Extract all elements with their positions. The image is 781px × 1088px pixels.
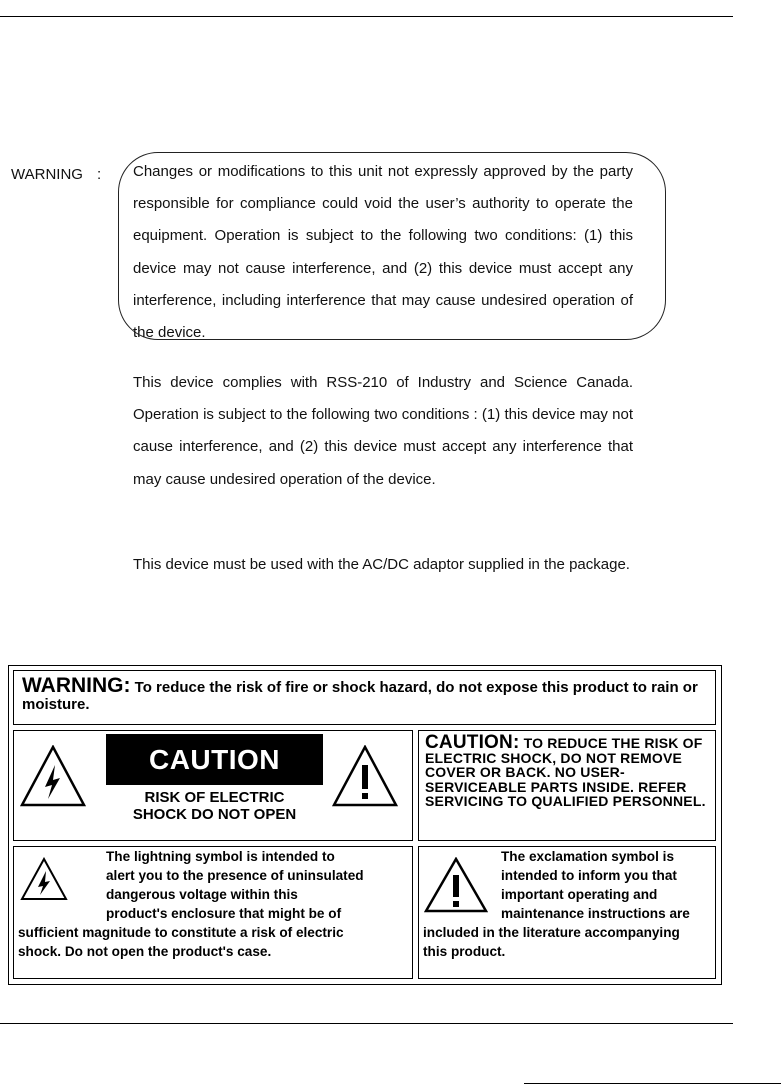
warning-rain-heading: WARNING: bbox=[22, 674, 131, 697]
exclamation-line-3: important operating and bbox=[501, 887, 658, 902]
fcc-warning-text: Changes or modifications to this unit not expressly approved by the party responsible for compliance could void the user’s authority to operate the equipment. Operation is subject to the following two conditions: (1) this device may not cause interference, and (2) this device must accept any interference, including interference that may cause undesired operation of the device. bbox=[133, 163, 633, 342]
lightning-line-1: The lightning symbol is intended to bbox=[106, 849, 335, 864]
safety-label-panel bbox=[8, 665, 722, 985]
exclamation-line-6: this product. bbox=[423, 944, 506, 959]
lightning-explanation-cell bbox=[13, 846, 413, 979]
warning-rain-cell bbox=[13, 670, 716, 725]
caution-graphic-cell bbox=[13, 730, 413, 841]
lightning-line-4: product's enclosure that might be of bbox=[106, 906, 342, 921]
bottom-rule bbox=[0, 1023, 733, 1024]
adaptor-text: This device must be used with the AC/DC adaptor supplied in the package. bbox=[133, 556, 630, 573]
warning-rain-text: To reduce the risk of fire or shock hazard, do not expose this product to rain or moisture. bbox=[22, 679, 698, 713]
caution-service-heading: CAUTION: bbox=[425, 732, 520, 753]
lightning-triangle-icon bbox=[20, 857, 68, 901]
caution-service-cell bbox=[418, 730, 716, 841]
exclamation-explanation-cell bbox=[418, 846, 716, 979]
footer-rule bbox=[524, 1083, 781, 1084]
lightning-line-2: alert you to the presence of uninsulated bbox=[106, 868, 364, 883]
exclamation-line-4: maintenance instructions are bbox=[501, 906, 690, 921]
risk-of-shock-text: RISK OF ELECTRIC SHOCK DO NOT OPEN bbox=[132, 789, 297, 823]
caution-banner: CAUTION bbox=[106, 734, 323, 785]
exclamation-line-5: included in the literature accompanying bbox=[423, 925, 680, 940]
exclamation-line-2: intended to inform you that bbox=[501, 868, 677, 883]
fcc-warning-label: WARNING : bbox=[11, 166, 102, 183]
top-rule bbox=[0, 16, 733, 17]
ic-compliance-text: This device complies with RSS-210 of Industry and Science Canada. Operation is subject to the following two conditions : (1) this device may not cause interference, and (2) this device must accept any interference that may cause undesired operation of the device. bbox=[133, 374, 633, 488]
lightning-triangle-icon bbox=[20, 745, 86, 807]
exclamation-line-1: The exclamation symbol is bbox=[501, 849, 675, 864]
exclamation-triangle-icon bbox=[332, 745, 398, 807]
caution-service-text: TO REDUCE THE RISK OF ELECTRIC SHOCK, DO NOT REMOVE COVER OR BACK. NO USER-SERVICEABLE PARTS INSIDE. REFER SERVICING TO QUALIFIED PERSONNEL. bbox=[425, 735, 706, 809]
exclamation-triangle-icon bbox=[424, 857, 488, 913]
lightning-line-6: shock. Do not open the product's case. bbox=[18, 944, 272, 959]
lightning-line-3: dangerous voltage within this bbox=[106, 887, 298, 902]
lightning-line-5: sufficient magnitude to constitute a risk of electric bbox=[18, 925, 344, 940]
